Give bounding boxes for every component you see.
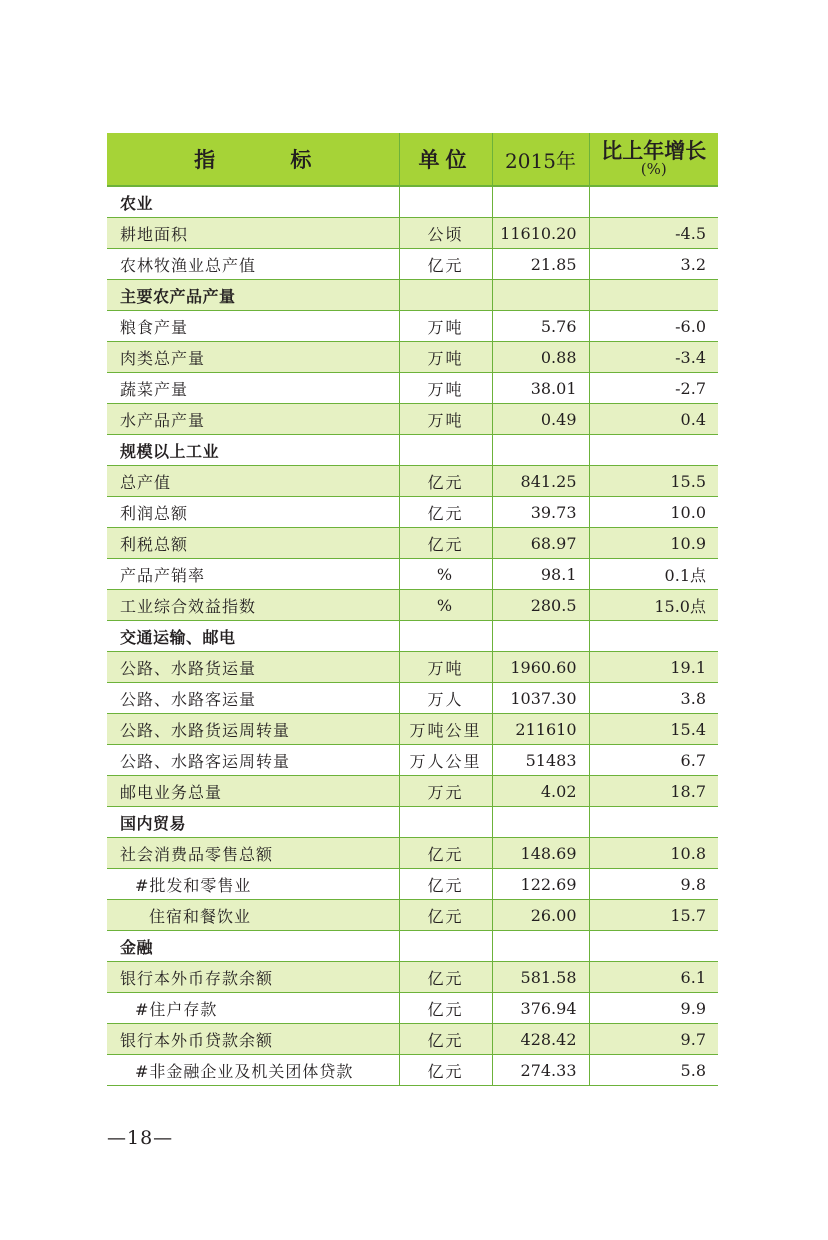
- indicator-name: 公路、水路客运量: [107, 683, 399, 714]
- header-year: 2015年: [492, 133, 589, 186]
- table-row: [107, 745, 718, 776]
- indicator-name: 产品产销率: [107, 559, 399, 590]
- unit-cell: %: [399, 590, 492, 621]
- unit-cell: 万吨: [399, 373, 492, 404]
- unit-cell: [399, 280, 492, 311]
- unit-cell: [399, 435, 492, 466]
- unit-cell: [399, 931, 492, 962]
- table-row: [107, 373, 718, 404]
- value-cell: 274.33: [492, 1055, 589, 1086]
- indicator-name: 肉类总产量: [107, 342, 399, 373]
- indicator-name: 耕地面积: [107, 218, 399, 249]
- growth-cell: [589, 807, 718, 838]
- growth-cell: 6.1: [589, 962, 718, 993]
- indicator-name: 公路、水路货运周转量: [107, 714, 399, 745]
- table-row: [107, 1024, 718, 1055]
- category-label: 交通运输、邮电: [107, 621, 399, 652]
- indicator-name: 银行本外币存款余额: [107, 962, 399, 993]
- category-label: 国内贸易: [107, 807, 399, 838]
- table-header-row: [107, 133, 718, 186]
- indicator-name: #住户存款: [107, 993, 399, 1024]
- table-row: [107, 466, 718, 497]
- value-cell: 581.58: [492, 962, 589, 993]
- value-cell: 98.1: [492, 559, 589, 590]
- unit-cell: 亿元: [399, 466, 492, 497]
- value-cell: 68.97: [492, 528, 589, 559]
- growth-cell: 15.0点: [589, 590, 718, 621]
- category-label: 主要农产品产量: [107, 280, 399, 311]
- value-cell: 376.94: [492, 993, 589, 1024]
- value-cell: 148.69: [492, 838, 589, 869]
- header-growth-unit: (%): [640, 160, 667, 179]
- unit-cell: 万吨: [399, 404, 492, 435]
- growth-cell: 10.9: [589, 528, 718, 559]
- unit-cell: 亿元: [399, 528, 492, 559]
- value-cell: [492, 807, 589, 838]
- unit-cell: 亿元: [399, 497, 492, 528]
- growth-cell: -6.0: [589, 311, 718, 342]
- growth-cell: 3.2: [589, 249, 718, 280]
- growth-cell: 0.4: [589, 404, 718, 435]
- growth-cell: 10.8: [589, 838, 718, 869]
- indicator-name: 住宿和餐饮业: [107, 900, 399, 931]
- value-cell: [492, 435, 589, 466]
- table-row: [107, 528, 718, 559]
- value-cell: [492, 280, 589, 311]
- growth-cell: 5.8: [589, 1055, 718, 1086]
- indicator-name: 社会消费品零售总额: [107, 838, 399, 869]
- unit-cell: 亿元: [399, 249, 492, 280]
- unit-cell: 万吨公里: [399, 714, 492, 745]
- unit-cell: 万人公里: [399, 745, 492, 776]
- growth-cell: 9.9: [589, 993, 718, 1024]
- growth-cell: 19.1: [589, 652, 718, 683]
- unit-cell: 万吨: [399, 342, 492, 373]
- growth-cell: [589, 186, 718, 218]
- growth-cell: 15.4: [589, 714, 718, 745]
- indicator-name: 公路、水路货运量: [107, 652, 399, 683]
- table-row: [107, 559, 718, 590]
- table-body: [107, 186, 718, 1086]
- header-growth: [589, 133, 718, 186]
- unit-cell: 亿元: [399, 900, 492, 931]
- table-row: [107, 714, 718, 745]
- indicator-name: 工业综合效益指数: [107, 590, 399, 621]
- value-cell: 38.01: [492, 373, 589, 404]
- unit-cell: 亿元: [399, 838, 492, 869]
- table-row: [107, 869, 718, 900]
- table-row: [107, 838, 718, 869]
- table-category-row: [107, 931, 718, 962]
- category-label: 金融: [107, 931, 399, 962]
- indicator-name: 粮食产量: [107, 311, 399, 342]
- table-row: [107, 1055, 718, 1086]
- table-row: [107, 590, 718, 621]
- growth-cell: [589, 931, 718, 962]
- table-row: [107, 249, 718, 280]
- indicator-name: 邮电业务总量: [107, 776, 399, 807]
- unit-cell: %: [399, 559, 492, 590]
- value-cell: 122.69: [492, 869, 589, 900]
- indicator-name: 银行本外币贷款余额: [107, 1024, 399, 1055]
- value-cell: [492, 621, 589, 652]
- table-row: [107, 900, 718, 931]
- growth-cell: 18.7: [589, 776, 718, 807]
- value-cell: 280.5: [492, 590, 589, 621]
- value-cell: 51483: [492, 745, 589, 776]
- growth-cell: [589, 621, 718, 652]
- growth-cell: 9.7: [589, 1024, 718, 1055]
- indicator-name: 水产品产量: [107, 404, 399, 435]
- unit-cell: 万元: [399, 776, 492, 807]
- growth-cell: [589, 280, 718, 311]
- table-row: [107, 404, 718, 435]
- growth-cell: 15.7: [589, 900, 718, 931]
- indicator-name: #批发和零售业: [107, 869, 399, 900]
- indicator-name: 利润总额: [107, 497, 399, 528]
- indicator-name: 蔬菜产量: [107, 373, 399, 404]
- category-label: 农业: [107, 186, 399, 218]
- unit-cell: [399, 621, 492, 652]
- indicator-name: #非金融企业及机关团体贷款: [107, 1055, 399, 1086]
- value-cell: 11610.20: [492, 218, 589, 249]
- unit-cell: [399, 807, 492, 838]
- value-cell: 211610: [492, 714, 589, 745]
- unit-cell: 亿元: [399, 1024, 492, 1055]
- table-row: [107, 497, 718, 528]
- growth-cell: [589, 435, 718, 466]
- header-indicator: 指 标: [107, 133, 399, 186]
- indicator-name: 利税总额: [107, 528, 399, 559]
- value-cell: 841.25: [492, 466, 589, 497]
- value-cell: 4.02: [492, 776, 589, 807]
- growth-cell: -3.4: [589, 342, 718, 373]
- page-number: —18—: [107, 1127, 174, 1149]
- category-label: 规模以上工业: [107, 435, 399, 466]
- value-cell: 0.49: [492, 404, 589, 435]
- unit-cell: 公顷: [399, 218, 492, 249]
- growth-cell: 0.1点: [589, 559, 718, 590]
- value-cell: 428.42: [492, 1024, 589, 1055]
- unit-cell: 亿元: [399, 1055, 492, 1086]
- value-cell: 39.73: [492, 497, 589, 528]
- value-cell: [492, 931, 589, 962]
- table-row: [107, 776, 718, 807]
- table-row: [107, 993, 718, 1024]
- growth-cell: 15.5: [589, 466, 718, 497]
- unit-cell: 亿元: [399, 869, 492, 900]
- unit-cell: 万吨: [399, 311, 492, 342]
- header-unit: 单位: [399, 133, 492, 186]
- table-category-row: [107, 621, 718, 652]
- value-cell: 1960.60: [492, 652, 589, 683]
- growth-cell: -4.5: [589, 218, 718, 249]
- table-category-row: [107, 435, 718, 466]
- table-category-row: [107, 807, 718, 838]
- unit-cell: [399, 186, 492, 218]
- value-cell: 5.76: [492, 311, 589, 342]
- table-category-row: [107, 280, 718, 311]
- growth-cell: 3.8: [589, 683, 718, 714]
- value-cell: 26.00: [492, 900, 589, 931]
- table-row: [107, 683, 718, 714]
- growth-cell: 6.7: [589, 745, 718, 776]
- table-row: [107, 311, 718, 342]
- growth-cell: 10.0: [589, 497, 718, 528]
- growth-cell: 9.8: [589, 869, 718, 900]
- table-row: [107, 652, 718, 683]
- value-cell: 0.88: [492, 342, 589, 373]
- table-category-row: [107, 186, 718, 218]
- unit-cell: 亿元: [399, 993, 492, 1024]
- value-cell: 21.85: [492, 249, 589, 280]
- table-row: [107, 342, 718, 373]
- value-cell: [492, 186, 589, 218]
- unit-cell: 万人: [399, 683, 492, 714]
- statistics-table: [107, 133, 718, 1086]
- value-cell: 1037.30: [492, 683, 589, 714]
- table-row: [107, 218, 718, 249]
- unit-cell: 万吨: [399, 652, 492, 683]
- indicator-name: 总产值: [107, 466, 399, 497]
- table-row: [107, 962, 718, 993]
- indicator-name: 公路、水路客运周转量: [107, 745, 399, 776]
- growth-cell: -2.7: [589, 373, 718, 404]
- indicator-name: 农林牧渔业总产值: [107, 249, 399, 280]
- unit-cell: 亿元: [399, 962, 492, 993]
- header-growth-label: 比上年增长: [601, 138, 707, 164]
